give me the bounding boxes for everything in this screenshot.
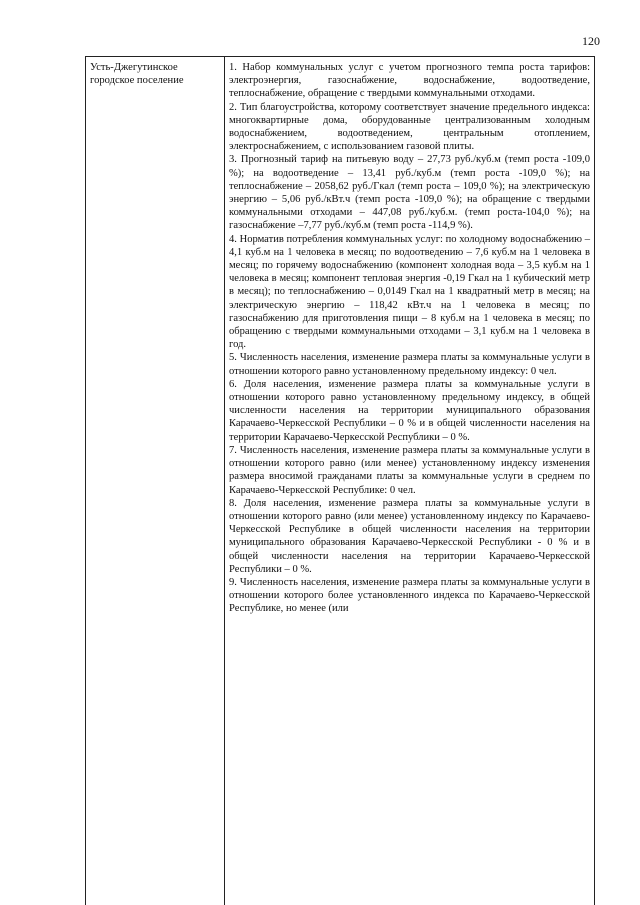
list-item: 6. Доля населения, изменение размера платы за коммунальные услуги в отношении которого равно установленному предельному индексу, в общей численности населения на территории муниципального образования Карачаево-Черкесской Республики – 0 % и в общей численности населения на территории Карачаево-Черкесской Республики – 0 %. bbox=[229, 378, 590, 443]
settlement-details-cell bbox=[225, 57, 595, 905]
list-item: 4. Норматив потребления коммунальных услуг: по холодному водоснабжению – 4,1 куб.м на 1 человека в месяц; по водоотведению – 7,6 куб.м на 1 человека в месяц; по горячему водоснабжению (компонент холодная вода – 3,5 куб.м на 1 человека в месяц; компонент тепловая энергия -0,19 Гкал на 1 кубический метр в месяц); по теплоснабжению – 0,0149 Гкал на 1 квадратный метр в месяц; на электрическую энергию – 118,42 кВт.ч на 1 человека в месяц; по газоснабжению для приготовления пищи – 8 куб.м на 1 человека в месяц; по обращению с твердыми коммунальными отходами – 3,1 куб.м на 1 человека в год. bbox=[229, 233, 590, 351]
list-item: 5. Численность населения, изменение размера платы за коммунальные услуги в отношении которого равно установленному предельному индексу: 0 чел. bbox=[229, 352, 590, 377]
list-item: 8. Доля населения, изменение размера платы за коммунальные услуги в отношении которого равно (или менее) установленному индексу по Карачаево-Черкесской Республике в общей численности населения на территории муниципального образования Карачаево-Черкесской Республики - 0 % и в общей численности населения на территории Карачаево-Черкесской Республики – 0 %. bbox=[229, 497, 590, 575]
settlement-name-cell: Усть-Джегутинское городское поселение bbox=[86, 57, 225, 905]
list-item: 1. Набор коммунальных услуг с учетом прогнозного темпа роста тарифов: электроэнергия, газоснабжение, водоснабжение, водоотведение, теплоснабжение, обращение с твердыми коммунальными отходами. bbox=[229, 62, 590, 100]
list-item: 9. Численность населения, изменение размера платы за коммунальные услуги в отношении которого более установленного индекса по Карачаево-Черкесской Республике, но менее (или bbox=[229, 576, 590, 615]
table-row bbox=[86, 57, 595, 905]
list-item: 3. Прогнозный тариф на питьевую воду – 27,73 руб./куб.м (темп роста -109,0 %); на водоотведение – 13,41 руб./куб.м (темп роста -109,0 %); на теплоснабжение – 2058,62 руб./Гкал (темп роста – 109,0 %); на электрическую энергию – 5,06 руб./кВт.ч (темп роста -109,0 %); на обращение с твердыми коммунальными отходами – 447,08 руб./куб.м. (темп роста-104,0 %); на газоснабжение –7,77 руб./куб.м (темп роста -114,9 %). bbox=[229, 154, 590, 232]
page-number: 120 bbox=[582, 34, 600, 48]
list-item: 7. Численность населения, изменение размера платы за коммунальные услуги в отношении которого равно (или менее) установленному индексу изменения размера вносимой гражданами платы за коммунальные услуги в среднем по Карачаево-Черкесской Республике: 0 чел. bbox=[229, 444, 590, 496]
list-item: 2. Тип благоустройства, которому соответствует значение предельного индекса: многоквартирные дома, оборудованные централизованным холодным водоснабжением, водоотведением, центральным отоплением, электроснабжением, с использованием газовой плиты. bbox=[229, 101, 590, 153]
tariff-table bbox=[85, 56, 595, 905]
